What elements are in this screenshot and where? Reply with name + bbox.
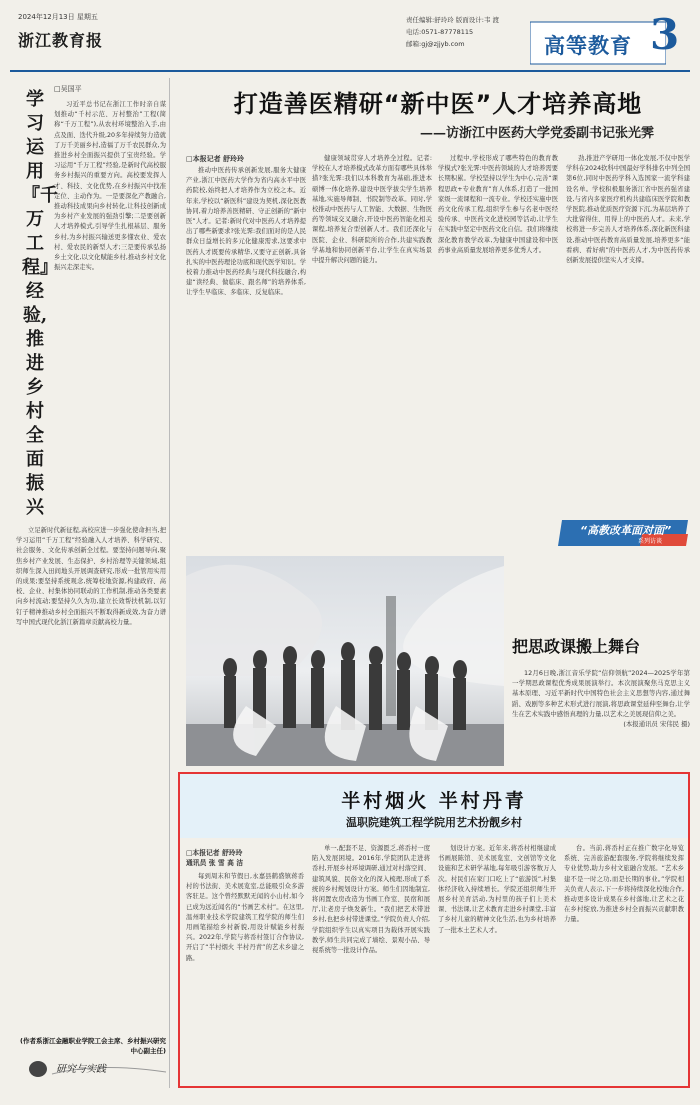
- commentary-author: □吴国平: [54, 85, 82, 93]
- article-column-1: 推动中医药传承创新发展,服务大健康产业,浙江中医药大学作为省内高水平中医药院校,始终把人才培养作为立校之本。近年来,学校以“新医科”建设为契机,深化医教协同,着力培养善医精研、守正创新的“新中医”人才。记者:新时代对中医药人才培养提出了哪些新要求?张光霁:我们面对的是人民群众日益增长的多元化健康需求,这要求中医药人才既要传承精华,又要守正创新,具备扎实的中医药理论功底和现代医学知识。学校着力推动中医药经典与现代科技融合,构建“读经典、做临床、跟名师”的培养体系,让学生早临床、多临床、反复临床。: [186, 167, 306, 297]
- highlight-byline-correspondents: 通讯员 张 雪 高 洁: [186, 859, 244, 867]
- article-byline: □本报记者 舒玲玲: [186, 155, 245, 163]
- page-header: [10, 8, 690, 72]
- highlight-column-1: 每到周末和节假日,永嘉县鹤盛镇蒋岙村的书法街、美术展览室,总能吸引众多游客驻足。这个曾经默默无闻的小山村,如今已成为远近闻名的“书画艺术村”。在这里,温州职业技术学院建筑工程学院的师生们用画笔描绘乡村新貌,用设计赋能乡村振兴。2022年,学院与蒋岙村签订合作协议,开启了“半村烟火 半村丹青”的艺术乡建之路。: [186, 873, 304, 962]
- article-headline: 打造善医精研“新中医”人才培养高地: [233, 90, 643, 118]
- newspaper-logo: 浙江教育报: [18, 31, 104, 50]
- highlight-byline-reporter: □本报记者 舒玲玲: [186, 849, 243, 857]
- article-column-4: 劲,推进产学研用一体化发展,不仅中医学学科在2024软科中国最好学科排名中列全国第6位,同时中医药学科入选国家一流学科建设名单。学校积极服务浙江省中医药强省建设,与省内多家医疗机构共建临床医学院和教学医院,推动优质医疗资源下沉,为基层培养了大批留得住、用得上的中医药人才。未来,学校将进一步完善人才培养体系,深化新医科建设,推动中医药教育高质量发展,培养更多“能看病、看好病”的中医药人才,为中医药传承创新发展提供坚实人才支撑。: [566, 155, 690, 265]
- highlight-column-4: 台。当前,蒋岙村正在推广数字化导览系统、完善旅游配套服务,学院将继续发挥专业优势,助力乡村文旅融合发展。“艺术乡建不是一时之功,而是长期的事业。”学院相关负责人表示,下一步将持续深化校地合作,推动更多设计成果在乡村落地,让艺术之花在乡村绽放,为推进乡村全面振兴贡献职教力量。: [564, 845, 684, 924]
- series-title: “高教改革面对面”: [580, 524, 672, 537]
- highlight-headline: 半村烟火 半村丹青: [341, 790, 527, 812]
- section-title: 高等教育: [544, 34, 632, 58]
- article-column-2: 健康领域贯穿人才培养全过程。记者:学校在人才培养模式改革方面有哪些具体举措?张光霁:我们以本科教育为基础,推进本硕博一体化培养,建设中医学拔尖学生培养基地,实施导师制、书院制等改革。同时,学校推动中医药与人工智能、大数据、生物医药等领域交叉融合,开设中医药智能化相关课程,培养复合型创新人才。我们还深化与医院、企业、科研院所的合作,共建实践教学基地和协同创新平台,让学生在真实场景中提升解决问题的能力。: [312, 155, 432, 265]
- article-column-3: 过程中,学校形成了哪些特色的教育教学模式?张光霁:中医药领域的人才培养需要长期积累。学校坚持以学生为中心,完善“课程思政+专业教育”育人体系,打造了一批国家级一流课程和一流专业。学校还实施中医药文化传承工程,组织学生参与名老中医经验传承、中医药文化进校园等活动,让学生在实践中坚定中医药文化自信。我们将继续深化教育教学改革,为健康中国建设和中医药事业高质量发展培养更多优秀人才。: [438, 155, 558, 254]
- commentary-title: 学习运用『千万工程』经验,推进乡村全面振兴: [22, 89, 58, 518]
- issue-date: 2024年12月13日 星期五: [18, 13, 98, 21]
- phone-line: 电话:0571-87778115: [406, 28, 474, 36]
- photo-credit: (本报通讯员 宋伟民 摄): [623, 720, 690, 729]
- commentary-column: [10, 78, 170, 1088]
- email-line: 邮箱:gj@zjjyb.com: [406, 40, 465, 48]
- research-practice-logo: [28, 1060, 168, 1078]
- highlight-byline: [186, 848, 243, 868]
- photo-caption-text: 12月6日晚,浙江音乐学院“信仰领航”2024—2025学年第一学期思政课程优秀成果展演举行。本次展演聚焦马克思主义基本原理、习近平新时代中国特色社会主义思想等内容,通过舞蹈、戏剧等多种艺术形式进行展演,将思政课堂延伸至舞台,让学生在艺术实践中感悟真理的力量,以艺术之美展现信仰之美。: [512, 669, 690, 718]
- commentary-text-2: 立足新时代新征程,高校应进一步强化使命担当,把学习运用“千万工程”经验融入人才培养、科学研究、社会服务、文化传承创新全过程。要坚持问题导向,聚焦乡村产业发展、生态保护、乡村治理等关键领域,组织师生深入田间地头开展调查研究,形成一批管用实用的成果;要坚持系统观念,统筹校地资源,构建政府、高校、企业、村集体协同联动的工作机制,推动各类要素向乡村流动;要坚持久久为功,建立长效帮扶机制,以钉钉子精神推动乡村全面振兴不断取得新成效,为奋力谱写中国式现代化浙江新篇章贡献高校力量。: [16, 527, 166, 626]
- commentary-text-1: 习近平总书记在浙江工作时亲自谋划推动“千村示范、万村整治”工程(简称“千万工程”),从农村环境整治入手,由点及面、迭代升级,20多年持续努力造就了万千美丽乡村,造福了万千农民群众,为推进乡村全面振兴提供了宝贵经验。学习运用“千万工程”经验,是新时代高校服务乡村振兴的重要方向。高校要发挥人才、科技、文化优势,在乡村振兴中找准定位、主动作为。一是要深化产教融合,推动科技成果向乡村转化,让科技创新成为乡村产业发展的强劲引擎;二是要创新人才培养模式,引导学生扎根基层、服务乡村,为乡村振兴输送更多懂农业、爱农村、爱农民的新型人才;三是要传承弘扬乡土文化,以文化赋能乡村,推动乡村文化振兴走深走实。: [54, 101, 166, 272]
- series-subtitle: 系列访谈: [638, 538, 663, 545]
- page-number: 3: [650, 10, 680, 59]
- photo-headline: 把思政课搬上舞台: [512, 637, 641, 656]
- highlight-column-2: 单一,配套不足、资源匮乏,蒋岙村一度陷入发展困境。2016年,学院团队走进蒋岙村,开展乡村环境调研,通过对村落空间、建筑风貌、民俗文化的深入梳理,形成了系统的乡村规划设计方案。师生们因地制宜,将闲置农房改造为书画工作室、民宿和展厅,让老房子焕发新生。“我们把艺术带进乡村,也把乡村带进课堂。”学院负责人介绍,学院组织学生以真实项目为载体开展实践教学,师生共同完成了墙绘、景观小品、导视系统等一批设计作品。: [312, 845, 430, 955]
- article-subheadline: ——访浙江中医药大学党委副书记张光霁: [420, 126, 655, 141]
- highlight-column-3: 划设计方案。近年来,蒋岙村相继建成书画展陈馆、美术展览室、文创馆等文化设施和艺术研学基地,每年吸引游客数万人次。村民们在家门口吃上了“旅游饭”,村集体经济收入持续增长。学院还组织师生开展乡村美育活动,为村里的孩子们上美术课、书法课,让艺术教育走进乡村课堂,丰富了乡村儿童的精神文化生活,也为乡村培养了一批本土艺术人才。: [438, 845, 556, 934]
- author-note: (作者系浙江金融职业学院工会主席、乡村振兴研究中心副主任): [20, 1037, 166, 1055]
- stage-performance-photo: [186, 556, 504, 766]
- svg-text:研究与实践: 研究与实践: [56, 1064, 106, 1075]
- editor-line: 责任编辑:舒玲玲 版面设计:韦 渡: [406, 16, 500, 24]
- photo-caption: [512, 668, 690, 729]
- editor-info: [406, 14, 499, 50]
- highlight-subheadline: 温职院建筑工程学院用艺术扮靓乡村: [346, 816, 522, 829]
